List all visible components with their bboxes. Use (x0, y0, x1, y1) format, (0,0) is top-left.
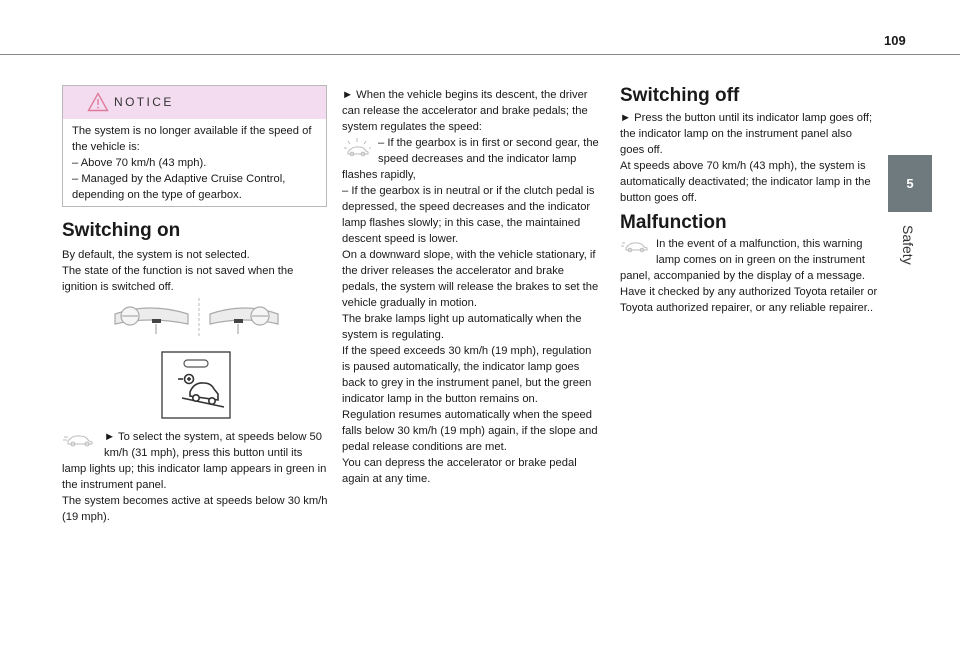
paused-text: If the speed exceeds 30 km/h (19 mph), regulation is paused automatically, the indicator lamp goes back to grey in the instrument panel, but the green indicator lamp in the button remains on. (342, 345, 592, 405)
neutral-case-text: – If the gearbox is in neutral or if the clutch pedal is depressed, the speed decreases and the indicator lamp flashes slowly; in this case, the maintained descent speed is lower. (342, 185, 595, 245)
switch-off-step: ► Press the button until its indicator lamp goes off; the indicator lamp on the instrument panel also goes off. (620, 112, 873, 156)
dashboard-lhd-icon (115, 307, 188, 334)
notice-body (72, 123, 324, 203)
flashing-lamp-icon (342, 137, 372, 161)
switching-off-section (620, 110, 878, 206)
malfunction-warning-text: In the event of a malfunction, this warning lamp comes on in green on the instrument panel, accompanied by the display of a message. (620, 238, 866, 282)
switching-off-heading: Switching off (620, 85, 740, 106)
descent-section (342, 87, 600, 487)
gear-case-text: – If the gearbox is in first or second gear, the speed decreases and the indicator lamp flashes rapidly, (342, 137, 599, 181)
chapter-label-text: Safety (900, 225, 916, 265)
page-number: 109 (884, 33, 906, 48)
warning-triangle-icon (87, 92, 109, 112)
notice-text: The system is no longer available if the speed of the vehicle is: (72, 125, 312, 153)
indicator-lamp-icon (62, 431, 98, 447)
select-system-text: ► To select the system, at speeds below 50 km/h (31 mph), press this button until its lamp lights up; this indicator lamp appears in green in the instrument panel. (62, 431, 327, 491)
malfunction-check-text: Have it checked by any authorized Toyota retailer or Toyota authorized repairer, or any reliable repairer.. (620, 286, 878, 314)
resumes-text: Regulation resumes automatically when the speed falls below 30 km/h (19 mph) again, if the slope and pedal release conditions are met. (342, 409, 598, 453)
dashboard-rhd-icon (210, 307, 278, 334)
malfunction-heading: Malfunction (620, 212, 727, 233)
slope-text: On a downward slope, with the vehicle stationary, if the driver releases the accelerator and brake pedals, the system will release the brakes to set the vehicle gradually in motion. (342, 249, 599, 309)
switching-on-intro (62, 247, 328, 295)
chapter-label (886, 225, 934, 285)
notice-header (63, 86, 326, 119)
brake-lamps-text: The brake lamps light up automatically when the system is regulating. (342, 313, 582, 341)
paragraph: By default, the system is not selected. (62, 249, 250, 261)
deactivation-note: At speeds above 70 km/h (43 mph), the system is automatically deactivated; the indicator lamp in the button goes off. (620, 160, 871, 204)
malfunction-section (620, 236, 878, 316)
chapter-tab[interactable] (888, 155, 932, 212)
depress-text: You can depress the accelerator or brake pedal again at any time. (342, 457, 577, 485)
descent-step: ► When the vehicle begins its descent, the driver can release the accelerator and brake pedals; the system regulates the speed: (342, 89, 588, 133)
notice-box (62, 85, 327, 207)
chapter-number: 5 (906, 176, 914, 191)
hdc-button-illustration (110, 294, 280, 424)
header-rule (0, 54, 960, 55)
select-system-step (62, 429, 328, 525)
descent-control-button-icon (162, 352, 230, 418)
notice-item: – Managed by the Adaptive Cruise Control, depending on the type of gearbox. (72, 173, 286, 201)
active-speed-text: The system becomes active at speeds below 30 km/h (19 mph). (62, 495, 328, 523)
warning-lamp-icon (620, 238, 650, 254)
paragraph: The state of the function is not saved when the ignition is switched off. (62, 265, 294, 293)
notice-item: – Above 70 km/h (43 mph). (72, 157, 207, 169)
switching-on-heading: Switching on (62, 220, 181, 241)
notice-title: NOTICE (114, 95, 174, 109)
